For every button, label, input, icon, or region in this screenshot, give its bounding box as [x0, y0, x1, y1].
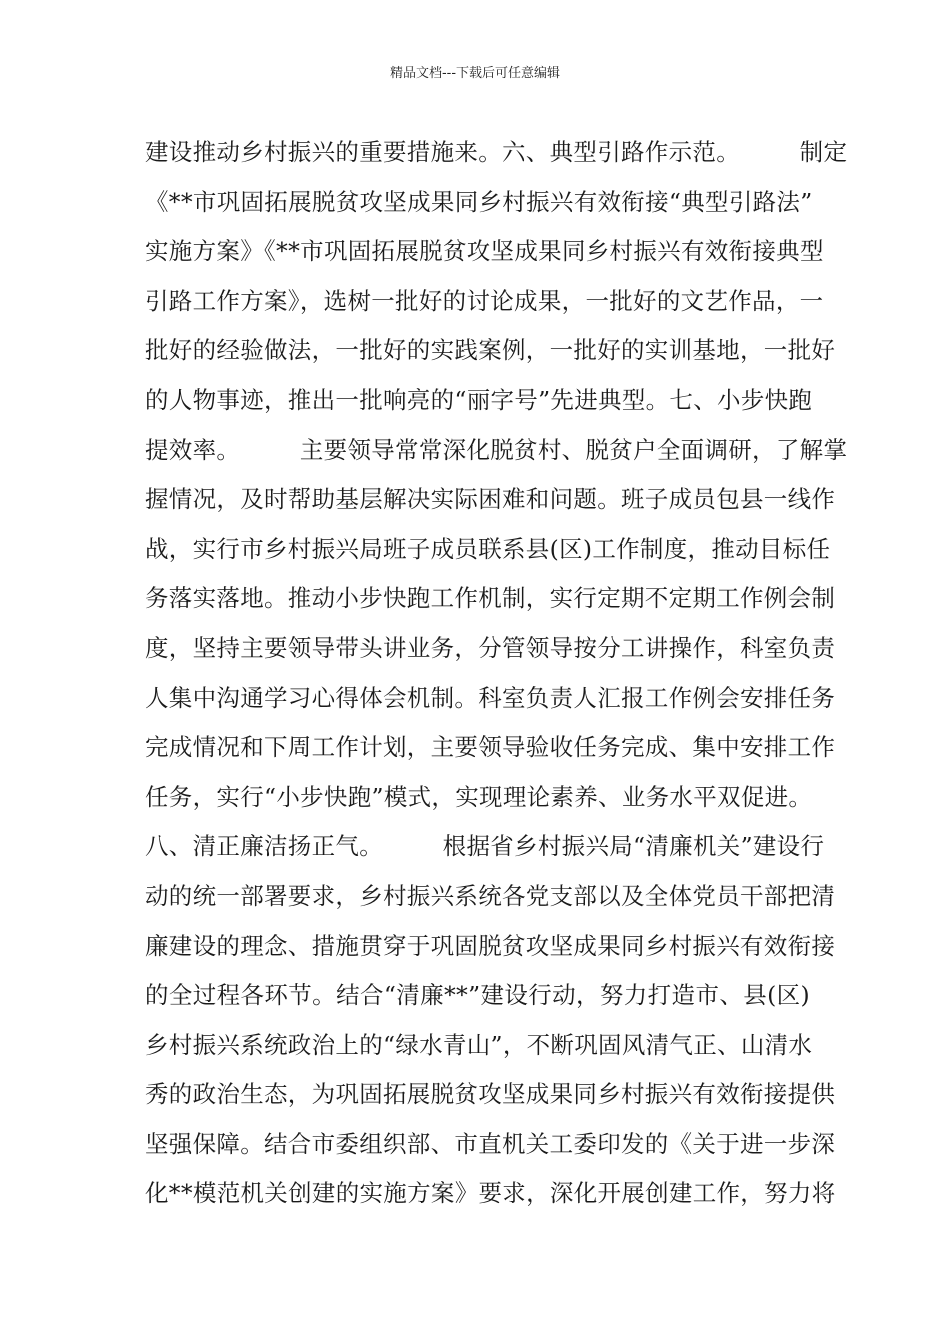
- body-line: 乡村振兴系统政治上的“绿水青山”，不断巩固风清气正、山清水: [145, 1030, 813, 1059]
- body-line: 战，实行市乡村振兴局班子成员联系县(区)工作制度，推动目标任: [145, 534, 831, 563]
- body-line: 八、清正廉洁扬正气。 根据省乡村振兴局“清廉机关”建设行: [145, 832, 825, 861]
- body-line: 人集中沟通学习心得体会机制。科室负责人汇报工作例会安排任务: [145, 683, 836, 712]
- body-line: 握情况，及时帮助基层解决实际困难和问题。班子成员包县一线作: [145, 485, 836, 514]
- body-line: 坚强保障。结合市委组织部、市直机关工委印发的《关于进一步深: [145, 1129, 836, 1158]
- body-line: 《**市巩固拓展脱贫攻坚成果同乡村振兴有效衔接“典型引路法”: [145, 187, 813, 216]
- body-line: 度，坚持主要领导带头讲业务，分管领导按分工讲操作，科室负责: [145, 633, 836, 662]
- body-line: 的全过程各环节。结合“清廉**”建设行动，努力打造市、县(区): [145, 981, 810, 1010]
- body-line: 动的统一部署要求，乡村振兴系统各党支部以及全体党员干部把清: [145, 881, 836, 910]
- document-body: [145, 128, 848, 1219]
- body-line: 廉建设的理念、措施贯穿于巩固脱贫攻坚成果同乡村振兴有效衔接: [145, 931, 836, 960]
- body-line: 化**模范机关创建的实施方案》要求，深化开展创建工作，努力将: [145, 1179, 836, 1208]
- body-line: 引路工作方案》，选树一批好的讨论成果，一批好的文艺作品，一: [145, 286, 824, 315]
- body-line: 秀的政治生态，为巩固拓展脱贫攻坚成果同乡村振兴有效衔接提供: [145, 1080, 836, 1109]
- body-line: 完成情况和下周工作计划，主要领导验收任务完成、集中安排工作: [145, 733, 836, 762]
- body-line: 实施方案》《**市巩固拓展脱贫攻坚成果同乡村振兴有效衔接典型: [145, 237, 824, 266]
- body-line: 提效率。 主要领导常常深化脱贫村、脱贫户全面调研，了解掌: [145, 435, 848, 464]
- body-line: 批好的经验做法，一批好的实践案例，一批好的实训基地，一批好: [145, 336, 836, 365]
- body-line: 的人物事迹，推出一批响亮的“丽字号”先进典型。七、小步快跑: [145, 385, 813, 414]
- page-header: 精品文档---下载后可任意编辑: [389, 66, 561, 81]
- body-line: 任务，实行“小步快跑”模式，实现理论素养、业务水平双促进。: [145, 782, 813, 811]
- body-line: 务落实落地。推动小步快跑工作机制，实行定期不定期工作例会制: [145, 584, 836, 613]
- body-line: 建设推动乡村振兴的重要措施来。六、典型引路作示范。 制定: [145, 138, 848, 166]
